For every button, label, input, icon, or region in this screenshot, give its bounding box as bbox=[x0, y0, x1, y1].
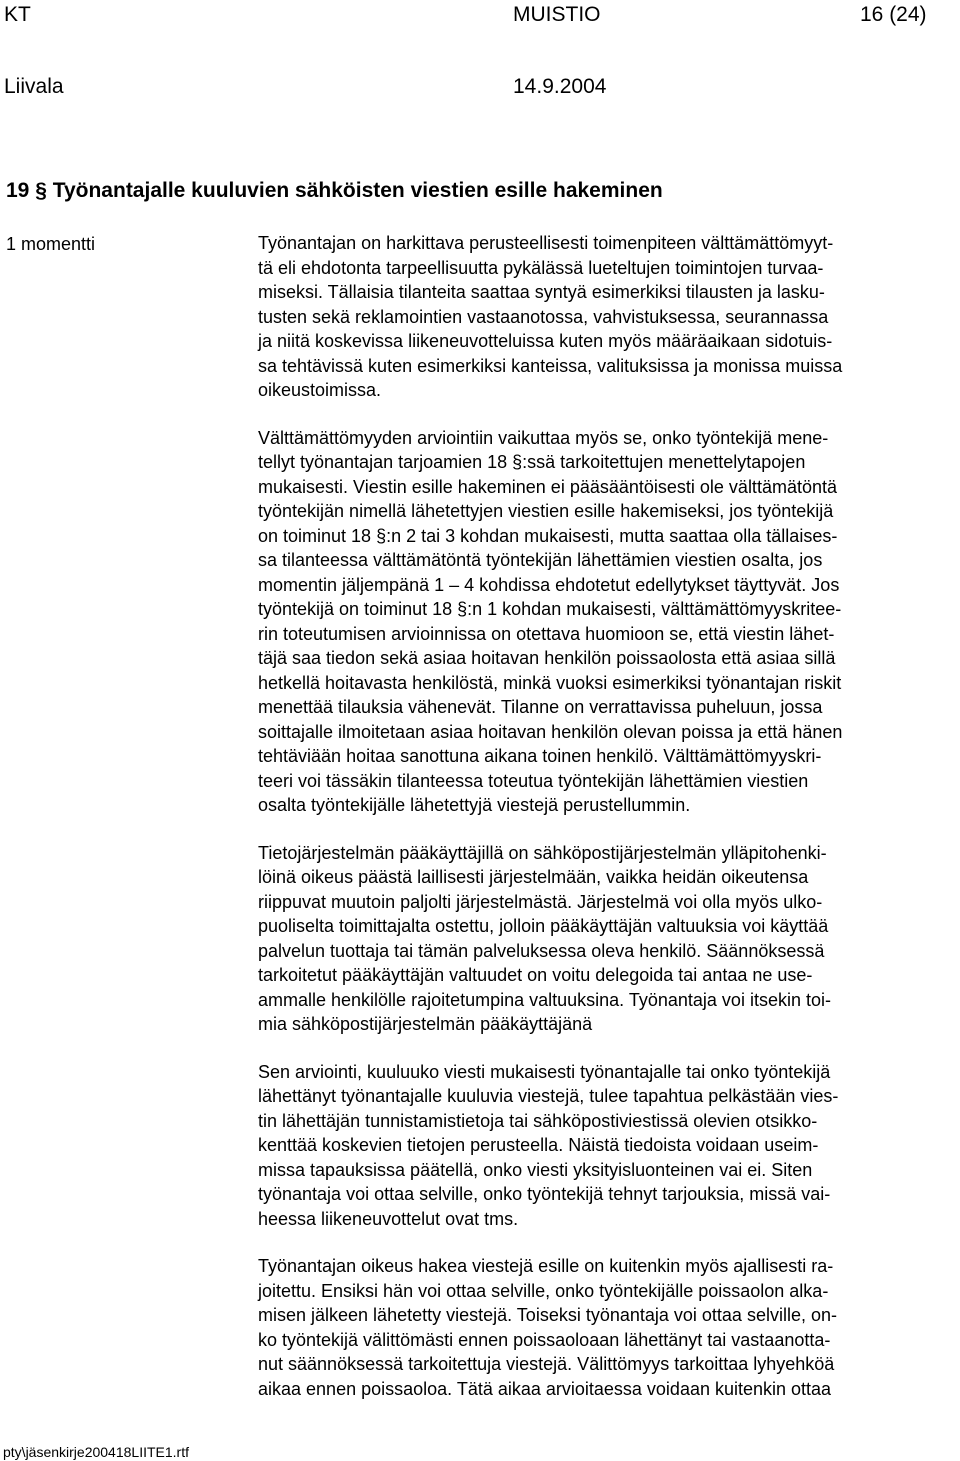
momentti-label: 1 momentti bbox=[6, 234, 96, 254]
text-line: ammalle henkilölle rajoitetumpina valtuuksina. Työnantaja voi itsekin toi- bbox=[258, 989, 831, 1010]
paragraph bbox=[258, 841, 958, 1037]
text-line: Työnantajan oikeus hakea viestejä esille on kuitenkin myös ajallisesti ra- bbox=[258, 1256, 834, 1276]
paragraph bbox=[258, 426, 958, 818]
text-line: riippuvat muutoin paljolti järjestelmästä. Järjestelmä voi olla myös ulko- bbox=[258, 891, 823, 912]
header-page-number: 16 (24) bbox=[860, 3, 927, 26]
text-line: tä eli ehdotonta tarpeellisuutta pykälässä lueteltujen toimintojen turvaa- bbox=[258, 257, 824, 278]
text-line: on toiminut 18 §:n 2 tai 3 kohdan mukaisesti, mutta saattaa olla tällaises- bbox=[258, 525, 838, 546]
text-line: soittajalle ilmoitetaan asiaa hoitavan henkilön olevan poissa ja että hänen bbox=[258, 721, 843, 742]
text-line: teeri voi tässäkin tilanteessa toteutua työntekijän lähettämien viestien bbox=[258, 770, 809, 791]
text-line: hetkellä hoitavasta henkilöstä, minkä vuoksi esimerkiksi työnantajan riskit bbox=[258, 672, 842, 693]
text-line: tehtäviään hoitaa sanottuna aikana toinen henkilö. Välttämättömyyskri- bbox=[258, 746, 822, 766]
text-line: Työnantajan on harkittava perusteellisesti toimenpiteen välttämättömyyt- bbox=[258, 233, 834, 253]
paragraph bbox=[258, 1060, 958, 1232]
text-line: mia sähköpostijärjestelmän pääkäyttäjänä bbox=[258, 1014, 593, 1034]
text-line: Tietojärjestelmän pääkäyttäjillä on sähköpostijärjestelmän ylläpitohenki- bbox=[258, 842, 827, 863]
text-line: työntekijä on toiminut 18 §:n 1 kohdan mukaisesti, välttämättömyyskritee- bbox=[258, 599, 842, 619]
paragraph bbox=[258, 1254, 958, 1401]
text-line: tarkoitetut pääkäyttäjän valtuudet on voitu delegoida tai antaa ne use- bbox=[258, 965, 813, 985]
text-line: puoliselta toimittajalta ostettu, jolloin pääkäyttäjän valtuuksia voi käyttää bbox=[258, 916, 829, 936]
section-title: 19 § Työnantajalle kuuluvien sähköisten viestien esille hakeminen bbox=[6, 179, 663, 202]
text-line: Välttämättömyyden arviointiin vaikuttaa myös se, onko työntekijä mene- bbox=[258, 427, 829, 448]
text-line: palvelun tuottaja tai tämän palveluksessa oleva henkilö. Säännöksessä bbox=[258, 940, 825, 961]
text-line: misen jälkeen lähetetty viestejä. Toiseksi työnantaja voi ottaa selville, on- bbox=[258, 1305, 837, 1325]
text-line: ko työntekijä välittömästi ennen poissaoloaan lähettänyt tai vastaanotta- bbox=[258, 1329, 831, 1350]
header-author: Liivala bbox=[4, 75, 64, 98]
text-line: tin lähettäjän tunnistamistietoja tai sähköpostiviestissä olevien otsikko- bbox=[258, 1110, 818, 1131]
text-line: oikeustoimissa. bbox=[258, 380, 382, 400]
text-line: aikaa ennen poissaoloa. Tätä aikaa arvioitaessa voidaan kuitenkin ottaa bbox=[258, 1378, 832, 1399]
text-line: rin toteutumisen arvioinnissa on otettava huomioon se, että viestin lähet- bbox=[258, 623, 835, 644]
text-line: osalta työntekijälle lähetettyjä viestejä perustellummin. bbox=[258, 795, 691, 815]
body-text bbox=[258, 231, 958, 1424]
text-line: momentin jäljempänä 1 – 4 kohdissa ehdotetut edellytykset täyttyvät. Jos bbox=[258, 574, 840, 595]
text-line: tellyt työnantajan tarjoamien 18 §:ssä tarkoitettujen menettelytapojen bbox=[258, 452, 806, 472]
paragraph bbox=[258, 231, 958, 403]
text-line: työntekijän nimellä lähetettyjen viestien esille hakemiseksi, jos työntekijä bbox=[258, 501, 834, 521]
text-line: joitettu. Ensiksi hän voi ottaa selville, onko työntekijälle poissaolon alka- bbox=[258, 1280, 829, 1301]
text-line: menettää tilauksia vähenevät. Tilanne on verrattavissa puheluun, jossa bbox=[258, 697, 823, 717]
text-line: heessa liikeneuvottelut ovat tms. bbox=[258, 1208, 519, 1229]
header-date: 14.9.2004 bbox=[513, 75, 607, 98]
text-line: ja niitä koskevissa liikeneuvotteluissa kuten myös määräaikaan sidotuis- bbox=[258, 331, 833, 351]
header-org: KT bbox=[4, 3, 31, 26]
text-line: täjä saa tiedon sekä asiaa hoitavan henkilön poissaolosta että asiaa sillä bbox=[258, 648, 836, 668]
text-line: mukaisesti. Viestin esille hakeminen ei pääsääntöisesti ole välttämätöntä bbox=[258, 476, 837, 497]
text-line: sa tilanteessa välttämätöntä työntekijän lähettämien viestien osalta, jos bbox=[258, 550, 823, 570]
header-doc-type: MUISTIO bbox=[513, 3, 601, 26]
text-line: sa tehtävissä kuten esimerkiksi kanteissa, valituksissa ja monissa muissa bbox=[258, 355, 843, 376]
text-line: työnantaja voi ottaa selville, onko työntekijä tehnyt tarjouksia, missä vai- bbox=[258, 1184, 831, 1204]
text-line: tusten sekä reklamointien vastaanotossa, vahvistuksessa, seurannassa bbox=[258, 306, 829, 327]
text-line: miseksi. Tällaisia tilanteita saattaa syntyä esimerkiksi tilausten ja lasku- bbox=[258, 282, 825, 302]
text-line: Sen arviointi, kuuluuko viesti mukaisesti työnantajalle tai onko työntekijä bbox=[258, 1061, 831, 1082]
text-line: kenttää koskevien tietojen perusteella. Näistä tiedoista voidaan useim- bbox=[258, 1135, 819, 1155]
footer-file-path: pty\jäsenkirje200418LIITE1.rtf bbox=[3, 1444, 189, 1460]
text-line: missa tapauksissa päätellä, onko viesti yksityisluonteinen vai ei. Siten bbox=[258, 1159, 813, 1180]
text-line: löinä oikeus päästä laillisesti järjestelmään, vaikka heidän oikeutensa bbox=[258, 867, 809, 887]
text-line: nut säännöksessä tarkoitettuja viestejä. Välittömyys tarkoittaa lyhyehköä bbox=[258, 1354, 835, 1374]
text-line: lähettänyt työnantajalle kuuluvia viestejä, tulee tapahtua pelkästään vies- bbox=[258, 1086, 839, 1106]
